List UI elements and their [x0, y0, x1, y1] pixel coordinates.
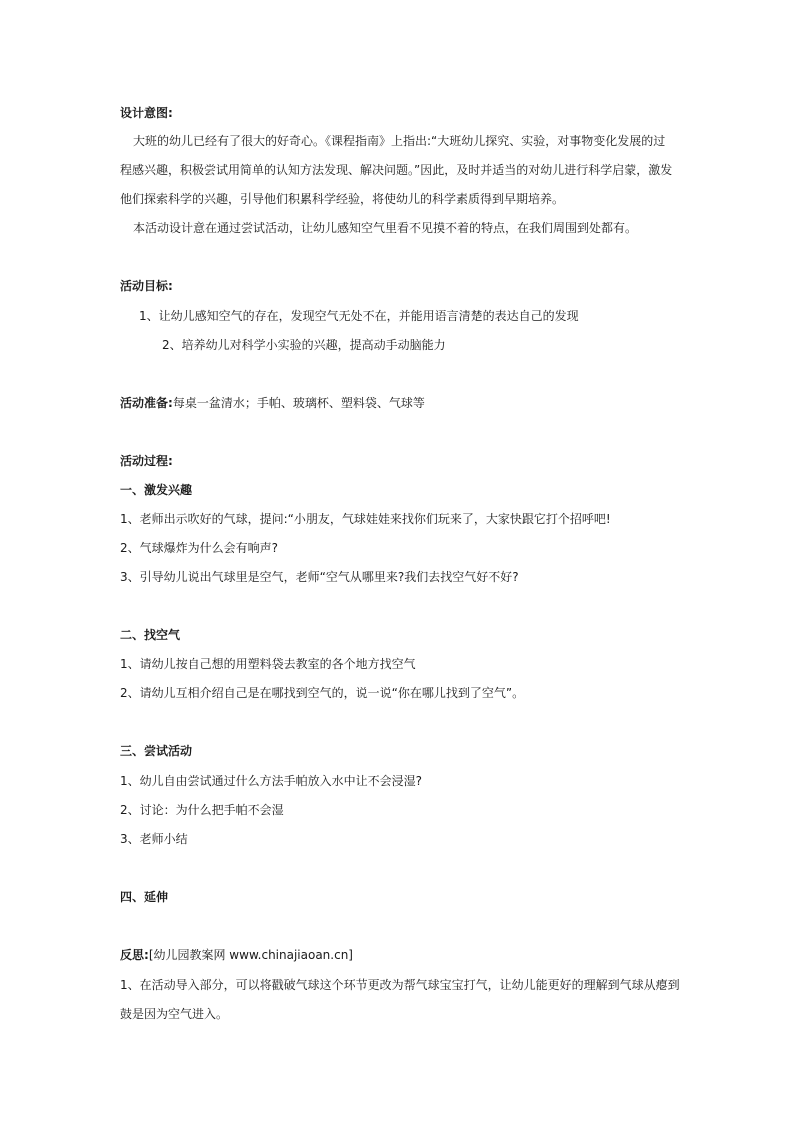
design-paragraph-line: 他们探索科学的兴趣，引导他们积累科学经验，将使幼儿的科学素质得到早期培养。 [120, 192, 565, 206]
design-paragraph: 本活动设计意在通过尝试活动，让幼儿感知空气里看不见摸不着的特点，在我们周围到处都有。 [133, 221, 638, 235]
section-title: 四、延伸 [120, 890, 169, 904]
list-item: 3、老师小结 [120, 832, 188, 846]
reflection-text-line: 鼓是因为空气进入。 [120, 1007, 229, 1021]
reflection-label: 反思: [120, 948, 149, 962]
list-item: 3、引导幼儿说出气球里是空气，老师“空气从哪里来?我们去找空气好不好? [120, 570, 519, 584]
list-item: 2、请幼儿互相介绍自己是在哪找到空气的，说一说“你在哪儿找到了空气”。 [120, 686, 525, 700]
prep-text: 每桌一盆清水；手帕、玻璃杯、塑料袋、气球等 [172, 396, 425, 410]
reflection-source: [幼儿园教案网 www.chinajiaoan.cn] [148, 948, 353, 962]
design-heading: 设计意图: [120, 106, 173, 120]
prep-label: 活动准备: [120, 396, 173, 410]
reflection-text-line: 1、在活动导入部分，可以将戳破气球这个环节更改为帮气球宝宝打气，让幼儿能更好的理解到气球从瘪到 [120, 978, 680, 992]
reflection-line [120, 946, 353, 964]
process-heading: 活动过程: [120, 454, 173, 468]
section-title: 二、找空气 [120, 628, 181, 642]
section-title: 三、尝试活动 [120, 744, 193, 758]
goal-item: 2、培养幼儿对科学小实验的兴趣，提高动手动脑能力 [162, 338, 446, 352]
design-paragraph-line: 程感兴趣，积极尝试用简单的认知方法发现、解决问题。”因此，及时并适当的对幼儿进行科学启蒙，激发 [120, 163, 673, 177]
design-paragraph-line: 大班的幼儿已经有了很大的好奇心。《课程指南》上指出:“大班幼儿探究、实验，对事物变化发展的过 [133, 134, 666, 148]
list-item: 1、请幼儿按自己想的用塑料袋去教室的各个地方找空气 [120, 657, 416, 671]
goal-item: 1、让幼儿感知空气的存在，发现空气无处不在，并能用语言清楚的表达自己的发现 [139, 309, 579, 323]
prep-line [120, 394, 425, 412]
list-item: 2、讨论：为什么把手帕不会湿 [120, 803, 284, 817]
list-item: 1、幼儿自由尝试通过什么方法手帕放入水中让不会浸湿? [120, 774, 423, 788]
list-item: 2、气球爆炸为什么会有响声? [120, 541, 279, 555]
goals-heading: 活动目标: [120, 279, 173, 293]
list-item: 1、老师出示吹好的气球，提问:“小朋友，气球娃娃来找你们玩来了，大家快跟它打个招呼吧! [120, 512, 611, 526]
section-title: 一、激发兴趣 [120, 483, 193, 497]
